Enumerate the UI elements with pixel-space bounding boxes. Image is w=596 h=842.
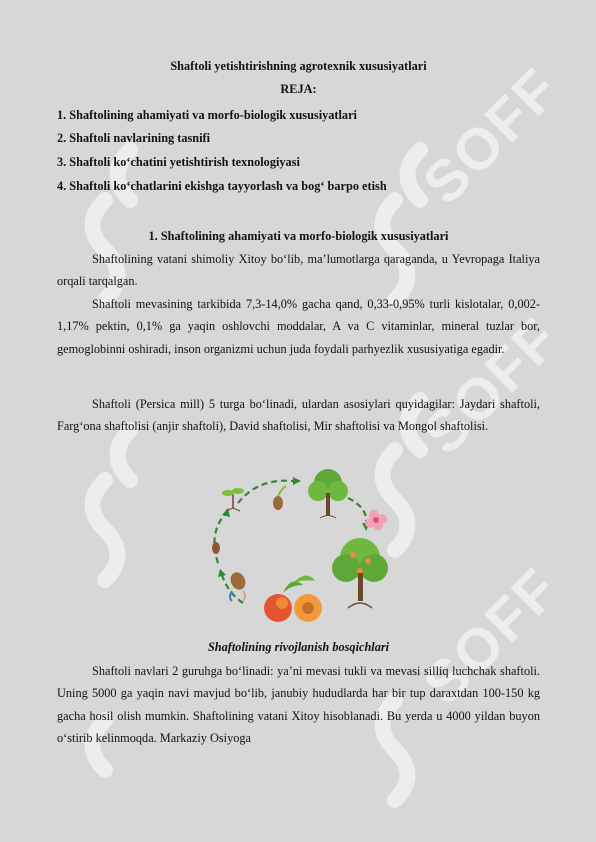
section-title: 1. Shaftolining ahamiyati va morfo-biologik xususiyatlari xyxy=(148,229,449,243)
fruiting-tree-icon xyxy=(332,538,388,608)
plan-label: REJA: xyxy=(280,82,317,96)
plan-item-2: 2. Shaftoli navlarining tasnifi xyxy=(57,131,211,145)
blossom-icon xyxy=(365,510,387,530)
paragraph-1: Shaftolining vatani shimoliy Xitoy bo‘lib, ma’lumotlarga qaraganda, u Yevropaga Italiya orqali tarqalgan. xyxy=(57,252,540,289)
watermark-text: SOFF xyxy=(410,55,572,217)
watermark-text: SOFF xyxy=(410,305,572,467)
watermark-text: SOFF xyxy=(410,555,572,717)
plan-item-1: 1. Shaftolining ahamiyati va morfo-biologik xususiyatlari xyxy=(57,108,357,122)
document-heading: Shaftoli yetishtirishning agrotexnik xususiyatlari xyxy=(170,59,427,73)
seed-sprout-icon xyxy=(273,486,286,510)
peach-fruits-icon xyxy=(264,575,322,622)
peach-pit-icon xyxy=(212,542,220,554)
peach-lifecycle-figure xyxy=(198,463,398,628)
plan-item-3: 3. Shaftoli ko‘chatini yetishtirish texnologiyasi xyxy=(57,155,300,169)
figure-caption: Shaftolining rivojlanish bosqichlari xyxy=(207,640,390,654)
young-tree-icon xyxy=(308,469,348,518)
paragraph-3: Shaftoli (Persica mill) 5 turga bo‘linadi, ulardan asosiylari quyidagilar: Jaydari shaftoli, Farg‘ona shaftolisi (anjir shaftoli), David shaftolisi, Mir shaftolisi va Mongol shaftolisi. xyxy=(57,397,540,434)
paragraph-2: Shaftoli mevasining tarkibida 7,3-14,0% gacha qand, 0,33-0,95% turli kislotalar, 0,002-1,17% pektin, 0,1% ga yaqin oshlovchi moddalar, A va C vitaminlar, mineral tuzlar bor, gemoglobinni oshiradi, inson organizmi uchun juda foydali parhyezlik xususiyatiga egadir. xyxy=(57,297,540,356)
plan-item-4: 4. Shaftoli ko‘chatlarini ekishga tayyorlash va bog‘ barpo etish xyxy=(57,179,387,193)
paragraph-4: Shaftoli navlari 2 guruhga bo‘linadi: ya’ni mevasi tukli va mevasi silliq luchchak shaftoli. Uning 5000 ga yaqin navi mavjud bo‘lib, janubiy hududlarda har bir tup daraxtdan 100-150 kg gacha hosil olish mumkin. Shaftolining vatani Xitoy hisoblanadi. Bu yerda u 4000 yildan buyon o‘stirib kelinmoqda. Markaziy Osiyoga xyxy=(57,664,540,745)
lifecycle-illustration xyxy=(198,463,398,628)
germinating-pit-icon xyxy=(228,570,248,601)
